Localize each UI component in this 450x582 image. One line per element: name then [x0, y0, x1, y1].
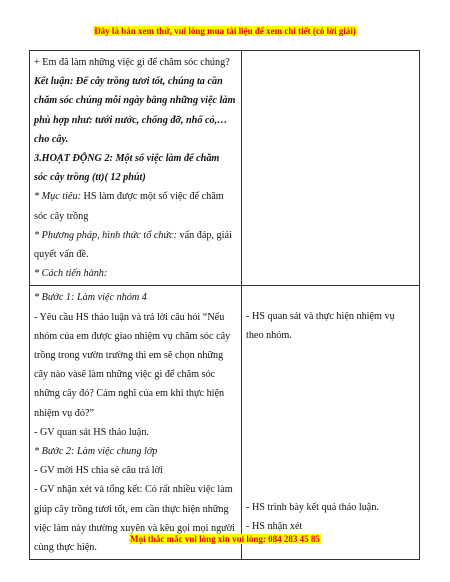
student-line: - HS quan sát và thực hiện nhiệm vụ	[246, 311, 395, 323]
goal-text: HS làm được một số việc để chăm	[80, 191, 224, 203]
text-line: trồng trong vườn trường thì em sẽ chọn những	[34, 350, 224, 362]
method-text: vấn đáp, giải	[176, 229, 232, 241]
text-line: - Yêu cầu HS thảo luận và trả lời câu hỏi “Nếu	[34, 311, 225, 323]
text-line: cây nào vàsẽ làm những việc gì để chăm sóc	[34, 369, 216, 381]
method-label: * Phương pháp, hình thức tổ chức:	[34, 229, 177, 241]
text-line: - GV mời HS chia sẻ câu trả lời	[34, 465, 163, 477]
left-cell	[30, 286, 242, 560]
activity-heading: sóc cây trồng (tt)( 12 phút)	[34, 172, 146, 184]
student-line: - HS nhận xét	[246, 521, 303, 533]
right-cell	[242, 286, 420, 560]
text-line: - GV quan sát HS thảo luận.	[34, 426, 149, 438]
text-line: nhiệm vụ đó?”	[34, 407, 94, 419]
goal-label: * Mục tiêu:	[34, 191, 81, 203]
text-line: nhóm của em được giao nhiệm vụ chăm sóc cây	[34, 330, 231, 342]
conclusion-line: phù hợp như: tưới nước, chống đỡ, nhổ cỏ,…	[34, 114, 228, 126]
goal-line: sóc cây trồng	[34, 210, 89, 222]
method-line: quyết vấn đề.	[34, 249, 89, 261]
student-line: theo nhóm.	[246, 330, 292, 342]
text-line: - GV nhận xét và tổng kết: Có rất nhiều việc làm	[34, 484, 233, 496]
right-cell	[242, 51, 420, 286]
conclusion-line: cho cây.	[34, 133, 69, 145]
table-row	[30, 51, 420, 286]
method-line	[34, 226, 237, 245]
table-row	[30, 286, 420, 560]
conclusion-line: chăm sóc chúng mỗi ngày bằng những việc làm	[34, 95, 236, 107]
preview-banner: Đây là bản xem thử, vui lòng mua tài liệu để xem chi tiết (có lời giải)	[94, 26, 356, 36]
activity-heading: 3.HOẠT ĐỘNG 2: Một số việc làm để chăm	[34, 153, 220, 165]
step-heading: * Bước 2: Làm việc chung lớp	[34, 446, 158, 458]
contact-banner: Mọi thắc mắc vui lòng xin vui lòng: 084 283 45 85	[130, 534, 320, 544]
conclusion-line: Kết luận: Để cây trồng tươi tốt, chúng ta cần	[34, 76, 223, 88]
text-line: những cây đó? Cảm nghĩ của em khi thực hiện	[34, 388, 225, 400]
goal-line	[34, 187, 237, 206]
text-line: việc làm này thường xuyên và kêu gọi mọi người	[34, 522, 235, 534]
text-line: giúp cây trồng tươi tốt, em cần thực hiện những	[34, 503, 229, 515]
step-heading: * Bước 1: Làm việc nhóm 4	[34, 292, 147, 304]
left-cell	[30, 51, 242, 286]
procedure-line: * Cách tiến hành:	[34, 268, 108, 280]
text-line: cùng thực hiện.	[34, 542, 97, 554]
student-line: - HS trình bày kết quả thảo luận.	[246, 502, 379, 514]
question-line: + Em đã làm những việc gì để chăm sóc chúng?	[34, 57, 230, 68]
lesson-table	[29, 50, 420, 560]
